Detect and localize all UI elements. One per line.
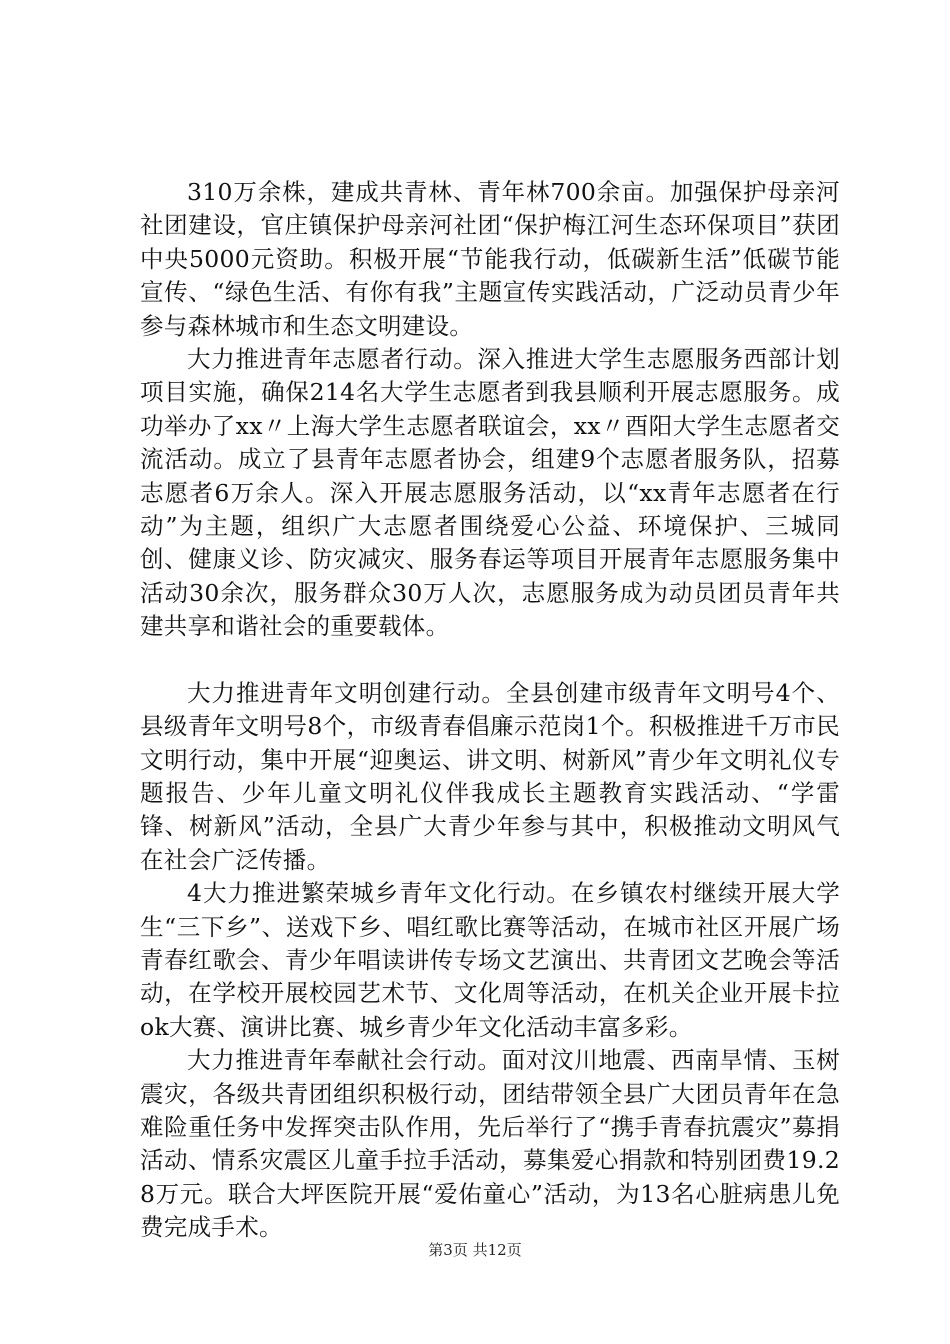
paragraph-ecology: 310万余株，建成共青林、青年林700余亩。加强保护母亲河社团建设，官庄镇保护母亲河社团“保护梅江河生态环保项目”获团中央5000元资助。积极开展“节能我行动，低碳新生活”低碳节能宣传、“绿色生活、有你有我”主题宣传实践活动，广泛动员青少年参与森林城市和生态文明建设。 — [140, 178, 840, 340]
document-body — [140, 176, 840, 1245]
paragraph-volunteer: 大力推进青年志愿者行动。深入推进大学生志愿服务西部计划项目实施，确保214名大学生志愿者到我县顺利开展志愿服务。成功举办了xx〃上海大学生志愿者联谊会，xx〃酉阳大学生志愿者交流活动。成立了县青年志愿者协会，组建9个志愿者服务队，招募志愿者6万余人。深入开展志愿服务活动，以“xx青年志愿者在行动”为主题，组织广大志愿者围绕爱心公益、环境保护、三城同创、健康义诊、防灾减灾、服务春运等项目开展青年志愿服务集中活动30余次，服务群众30万人次，志愿服务成为动员团员青年共建共享和谐社会的重要载体。 — [140, 345, 840, 641]
page-footer: 第3页 共12页 — [428, 1241, 522, 1259]
paragraph-dedication: 大力推进青年奉献社会行动。面对汶川地震、西南旱情、玉树震灾，各级共青团组织积极行动，团结带领全县广大团员青年在急难险重任务中发挥突击队作用，先后举行了“携手青春抗震灾”募捐活动、情系灾震区儿童手拉手活动，募集爱心捐款和特别团费19.28万元。联合大坪医院开展“爱佑童心”活动，为13名心脏病患儿免费完成手术。 — [140, 1046, 840, 1242]
paragraph-gap — [140, 644, 840, 677]
paragraph-civilization: 大力推进青年文明创建行动。全县创建市级青年文明号4个、县级青年文明号8个，市级青春倡廉示范岗1个。积极推进千万市民文明行动，集中开展“迎奥运、讲文明、树新风”青少年文明礼仪专题报告、少年儿童文明礼仪伴我成长主题教育实践活动、“学雷锋、树新风”活动，全县广大青少年参与其中，积极推动文明风气在社会广泛传播。 — [140, 678, 840, 874]
paragraph-culture: 4大力推进繁荣城乡青年文化行动。在乡镇农村继续开展大学生“三下乡”、送戏下乡、唱红歌比赛等活动，在城市社区开展广场青春红歌会、青少年唱读讲传专场文艺演出、共青团文艺晚会等活动，在学校开展校园艺术节、文化周等活动，在机关企业开展卡拉ok大赛、演讲比赛、城乡青少年文化活动丰富多彩。 — [140, 879, 840, 1041]
